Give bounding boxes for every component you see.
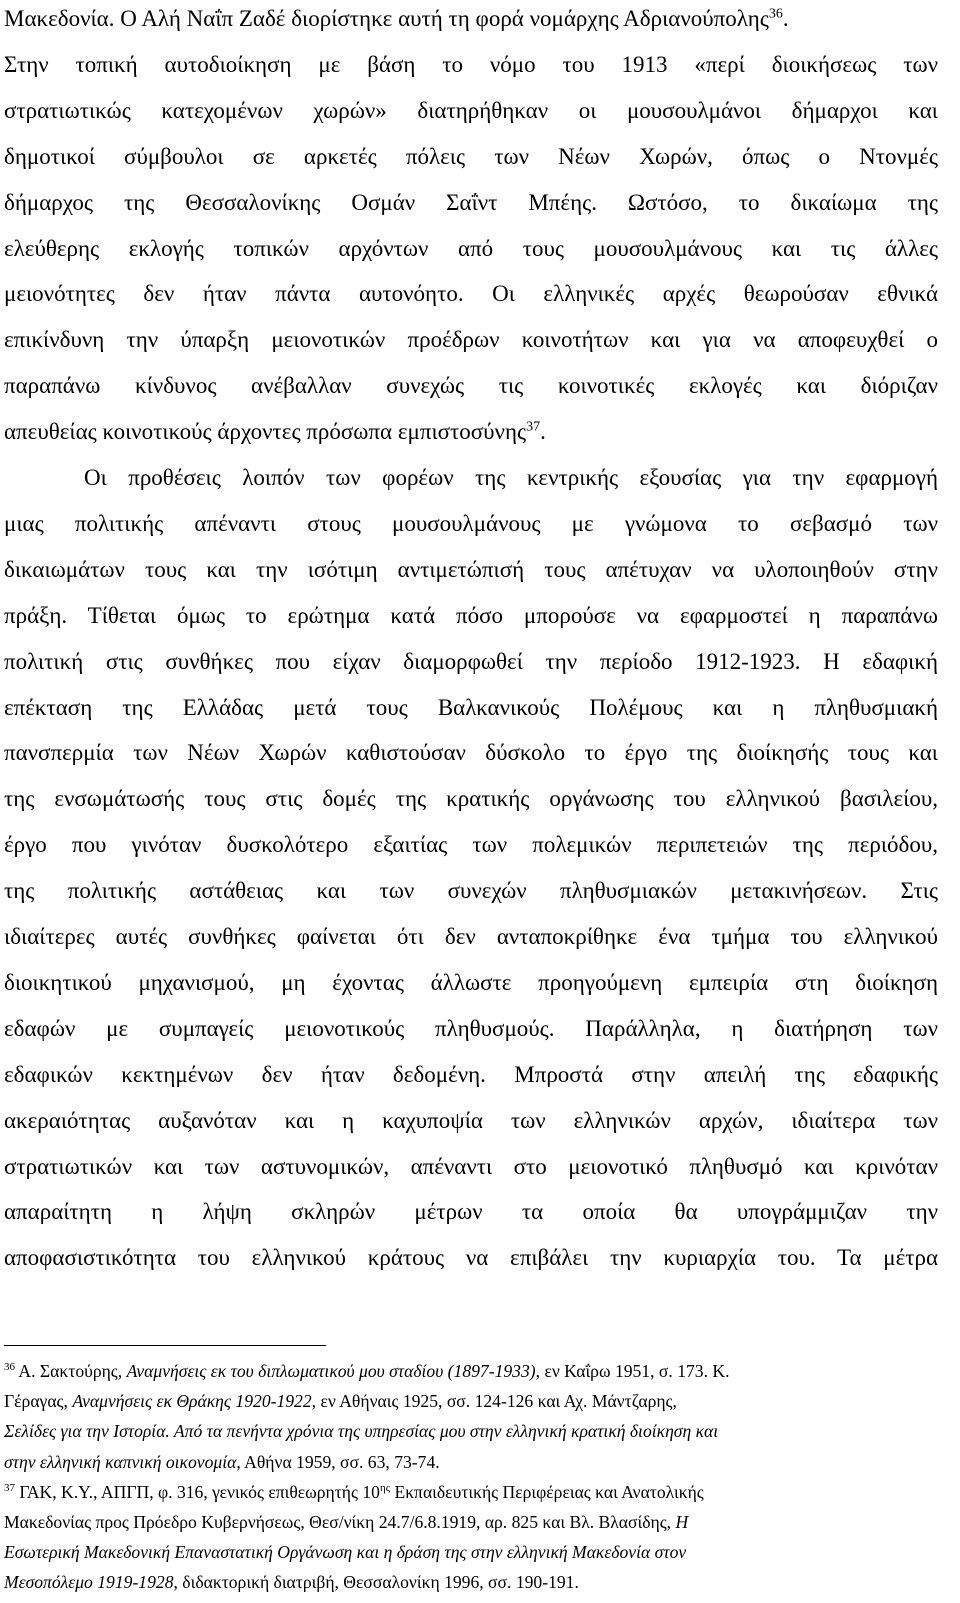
text-run: Μεσοπόλεμο 1919-1928 [4,1572,174,1592]
body-line [4,509,938,539]
body-line [4,417,938,447]
text-run: ιδιαίτερες αυτές συνθήκες φαίνεται ότι δεν ανταποκρίθηκε ένα τμήμα του ελληνικού [4,924,938,949]
text-run: Α. Σακτούρης, [15,1361,127,1381]
footnote-line [4,1360,938,1382]
body-line [4,601,938,631]
text-run: Η [675,1512,689,1532]
text-run: , εν Καΐρω 1951, σ. 173. Κ. [535,1361,730,1381]
text-run: Μακεδονίας προς Πρόεδρο Κυβερνήσεως, Θεσ/νίκη 24.7/6.8.1919, αρ. 825 και Βλ. Βλασίδης, [4,1512,676,1532]
footnote-marker: ης [379,1482,391,1495]
body-line [4,1197,938,1227]
text-run: . [782,6,789,31]
text-run: ελεύθερης εκλογής τοπικών αρχόντων από τους μουσουλμάνους και τις άλλες [4,236,938,261]
text-run: Εκπαιδευτικής Περιφέρειας και Ανατολικής [390,1482,704,1502]
footnote-line [4,1390,938,1412]
text-run: πολιτική στις συνθήκες που είχαν διαμορφωθεί την περίοδο 1912-1923. Η εδαφική [4,649,938,674]
text-run: αποφασιστικότητα του ελληνικού κράτους να επιβάλει την κυριαρχία του. Τα μέτρα [4,1245,938,1270]
text-run: Οι προθέσεις λοιπόν των φορέων της κεντρικής εξουσίας για την εφαρμογή [84,465,938,490]
body-line [4,4,938,34]
footnote-marker: 36 [768,6,783,22]
text-run: μιας πολιτικής απέναντι στους μουσουλμάνους με γνώμονα το σεβασμό των [4,511,938,536]
text-run: . [540,419,546,444]
text-run: πανσπερμία των Νέων Χωρών καθιστούσαν δύσκολο το έργο της διοίκησής τους και [4,740,938,765]
text-run: επικίνδυνη την ύπαρξη μειονοτικών προέδρων κοινοτήτων και για να αποφευχθεί ο [4,327,938,352]
body-line [4,738,938,768]
body-line [4,1152,938,1182]
body-line [4,279,938,309]
body-line [4,234,938,264]
footnote-line [4,1571,938,1593]
body-line [4,188,938,218]
body-line [4,968,938,998]
body-line [4,96,938,126]
text-run: στρατιωτικών και των αστυνομικών, απέναντι στο μειονοτικό πληθυσμό και κρινόταν [4,1154,938,1179]
text-run: εν Αθήναις 1925, σσ. 124-126 και Αχ. Μάντζαρης, [316,1391,677,1411]
text-run: , διδακτορική διατριβή, Θεσσαλονίκη 1996, σσ. 190-191. [173,1572,579,1592]
body-line [4,555,938,585]
text-run: έργο που γινόταν δυσκολότερο εξαιτίας των πολεμικών περιπετειών της περιόδου, [4,832,938,857]
footnote-line [4,1511,938,1533]
text-run: Μακεδονία. Ο Αλή Ναΐπ Ζαδέ διορίστηκε αυτή τη φορά νομάρχης Αδριανούπολης [4,6,769,31]
body-line [4,371,938,401]
text-run: παραπάνω κίνδυνος ανέβαλλαν συνεχώς τις κοινοτικές εκλογές και διόριζαν [4,373,938,398]
text-run: Σελίδες για την Ιστορία. Από τα πενήντα χρόνια της υπηρεσίας μου στην ελληνική κρατική διοίκηση και [4,1421,719,1441]
body-line [4,922,938,952]
body-line [4,1243,938,1273]
body-line [4,142,938,172]
text-run: της ενσωμάτωσής τους στις δομές της κρατικής οργάνωσης του ελληνικού βασιλείου, [4,786,938,811]
body-line [84,463,938,493]
text-run: δημοτικοί σύμβουλοι σε αρκετές πόλεις των Νέων Χωρών, όπως ο Ντονμές [4,144,938,169]
footnote-marker: 36 [4,1361,15,1374]
text-run: ΓΑΚ, Κ.Υ., ΑΠΓΠ, φ. 316, γενικός επιθεωρητής 10 [15,1482,380,1502]
text-run: Αναμνήσεις εκ του διπλωματικού μου σταδίου (1897-1933) [126,1361,536,1381]
text-run: της πολιτικής αστάθειας και των συνεχών πληθυσμιακών μετακινήσεων. Στις [4,878,938,903]
text-run: διοικητικού μηχανισμού, μη έχοντας άλλωστε προηγούμενη εμπειρία στη διοίκηση [4,970,938,995]
text-run: δήμαρχος της Θεσσαλονίκης Οσμάν Σαΐντ Μπέης. Ωστόσο, το δικαίωμα της [4,190,938,215]
text-run: ακεραιότητας αυξανόταν και η καχυποψία των ελληνικών αρχών, ιδιαίτερα των [4,1108,938,1133]
footnote-line [4,1451,938,1473]
footnote-line [4,1481,938,1503]
text-run: απαραίτητη η λήψη σκληρών μέτρων τα οποία θα υπογράμμιζαν την [4,1199,938,1224]
footnote-line [4,1541,938,1563]
body-line [4,1060,938,1090]
body-line [4,325,938,355]
body-line [4,50,938,80]
text-run: πράξη. Τίθεται όμως το ερώτημα κατά πόσο μπορούσε να εφαρμοστεί η παραπάνω [4,603,938,628]
text-run: εδαφών με συμπαγείς μειονοτικούς πληθυσμούς. Παράλληλα, η διατήρηση των [4,1016,938,1041]
text-run: μειονότητες δεν ήταν πάντα αυτονόητο. Οι ελληνικές αρχές θεωρούσαν εθνικά [4,281,938,306]
footnote-separator [4,1345,326,1346]
text-run: απευθείας κοινοτικούς άρχοντες πρόσωπα εμπιστοσύνης [4,419,527,444]
body-line [4,1106,938,1136]
body-line [4,876,938,906]
text-run: Αναμνήσεις εκ Θράκης 1920-1922, [72,1391,317,1411]
text-run: Στην τοπική αυτοδιοίκηση με βάση το νόμο του 1913 «περί διοικήσεως των [4,52,938,77]
text-run: Εσωτερική Μακεδονική Επαναστατική Οργάνωση και η δράση της στην ελληνική Μακεδονία στον [4,1542,687,1562]
text-run: Γέραγας, [4,1391,73,1411]
body-line [4,693,938,723]
text-run: στην ελληνική καπνική οικονομία [4,1452,237,1472]
body-line [4,784,938,814]
text-run: , Αθήνα 1959, σσ. 63, 73-74. [236,1452,440,1472]
body-line [4,1014,938,1044]
text-run: επέκταση της Ελλάδας μετά τους Βαλκανικούς Πολέμους και η πληθυσμιακή [4,695,938,720]
body-line [4,830,938,860]
text-run: στρατιωτικώς κατεχομένων χωρών» διατηρήθηκαν οι μουσουλμάνοι δήμαρχοι και [4,98,938,123]
text-run: δικαιωμάτων τους και την ισότιμη αντιμετώπισή τους απέτυχαν να υλοποιηθούν στην [4,557,938,582]
text-run: εδαφικών κεκτημένων δεν ήταν δεδομένη. Μπροστά στην απειλή της εδαφικής [4,1062,938,1087]
footnote-line [4,1420,938,1442]
body-line [4,647,938,677]
footnote-marker: 37 [4,1482,15,1495]
footnote-marker: 37 [526,419,541,435]
